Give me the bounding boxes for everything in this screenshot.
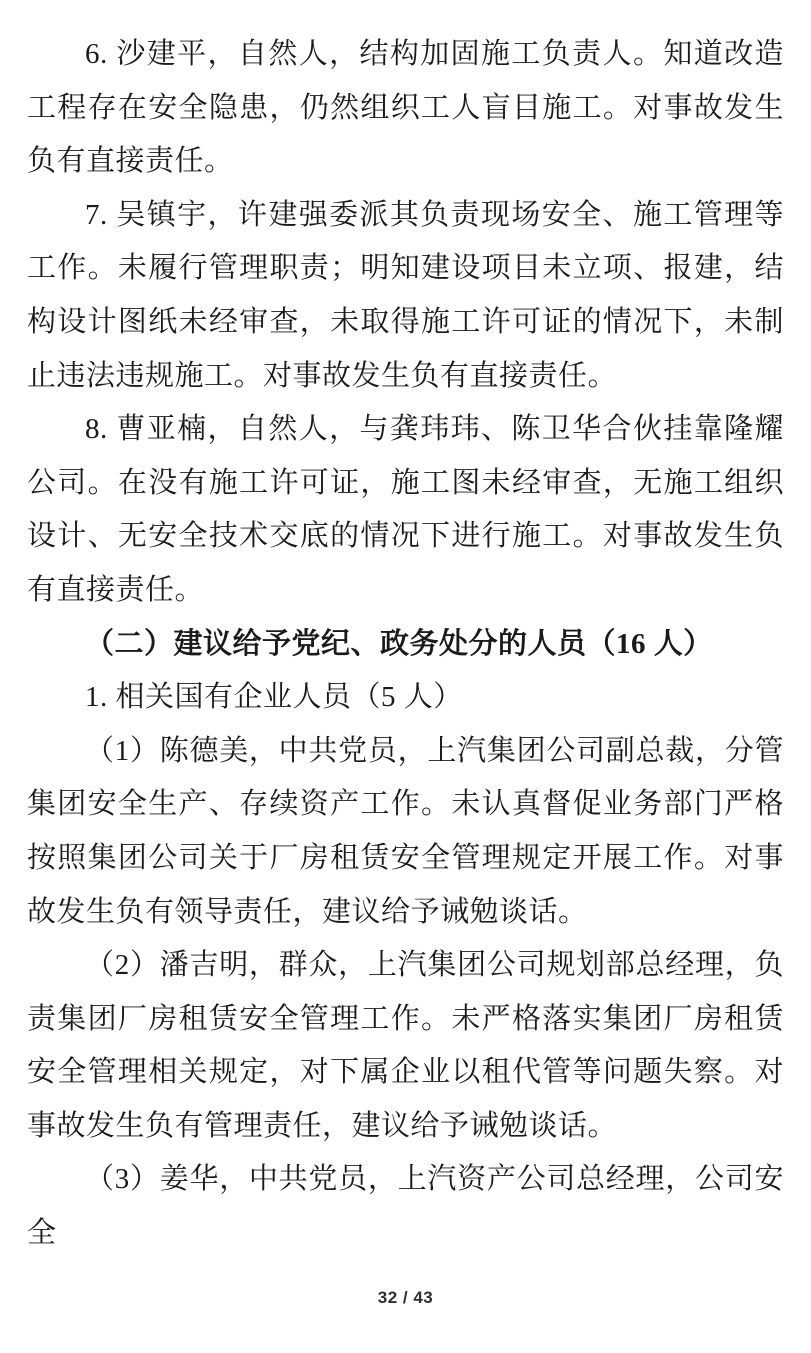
paragraph-person-1: （1）陈德美，中共党员，上汽集团公司副总裁，分管集团安全生产、存续资产工作。未认真督促业务部门严格按照集团公司关于厂房租赁安全管理规定开展工作。对事故发生负有领导责任，建议给予诫勉谈话。 (27, 734, 784, 928)
page-content (27, 28, 784, 1261)
subsection-heading-state-owned-enterprise-personnel: 1. 相关国有企业人员（5 人） (85, 681, 463, 714)
paragraph-item-6: 6. 沙建平，自然人，结构加固施工负责人。知道改造工程存在安全隐患，仍然组织工人盲目施工。对事故发生负有直接责任。 (27, 38, 784, 178)
paragraph-item-7: 7. 吴镇宇，许建强委派其负责现场安全、施工管理等工作。未履行管理职责；明知建设项目未立项、报建，结构设计图纸未经审查，未取得施工许可证的情况下，未制止违法违规施工。对事故发生负有直接责任。 (27, 198, 784, 392)
paragraph-item-8: 8. 曹亚楠，自然人，与龚玮玮、陈卫华合伙挂靠隆耀公司。在没有施工许可证，施工图未经审查，无施工组织设计、无安全技术交底的情况下进行施工。对事故发生负有直接责任。 (27, 413, 784, 606)
page-number: 32 / 43 (377, 1288, 434, 1307)
paragraph-person-3: （3）姜华，中共党员，上汽资产公司总经理，公司安全 (27, 1163, 784, 1250)
paragraph-person-2: （2）潘吉明，群众，上汽集团公司规划部总经理，负责集团厂房租赁安全管理工作。未严格落实集团厂房租赁安全管理相关规定，对下属企业以租代管等问题失察。对事故发生负有管理责任，建议给予诫勉谈话。 (27, 949, 784, 1142)
section-heading-disciplinary-personnel: （二）建议给予党纪、政务处分的人员（16 人） (85, 627, 713, 660)
